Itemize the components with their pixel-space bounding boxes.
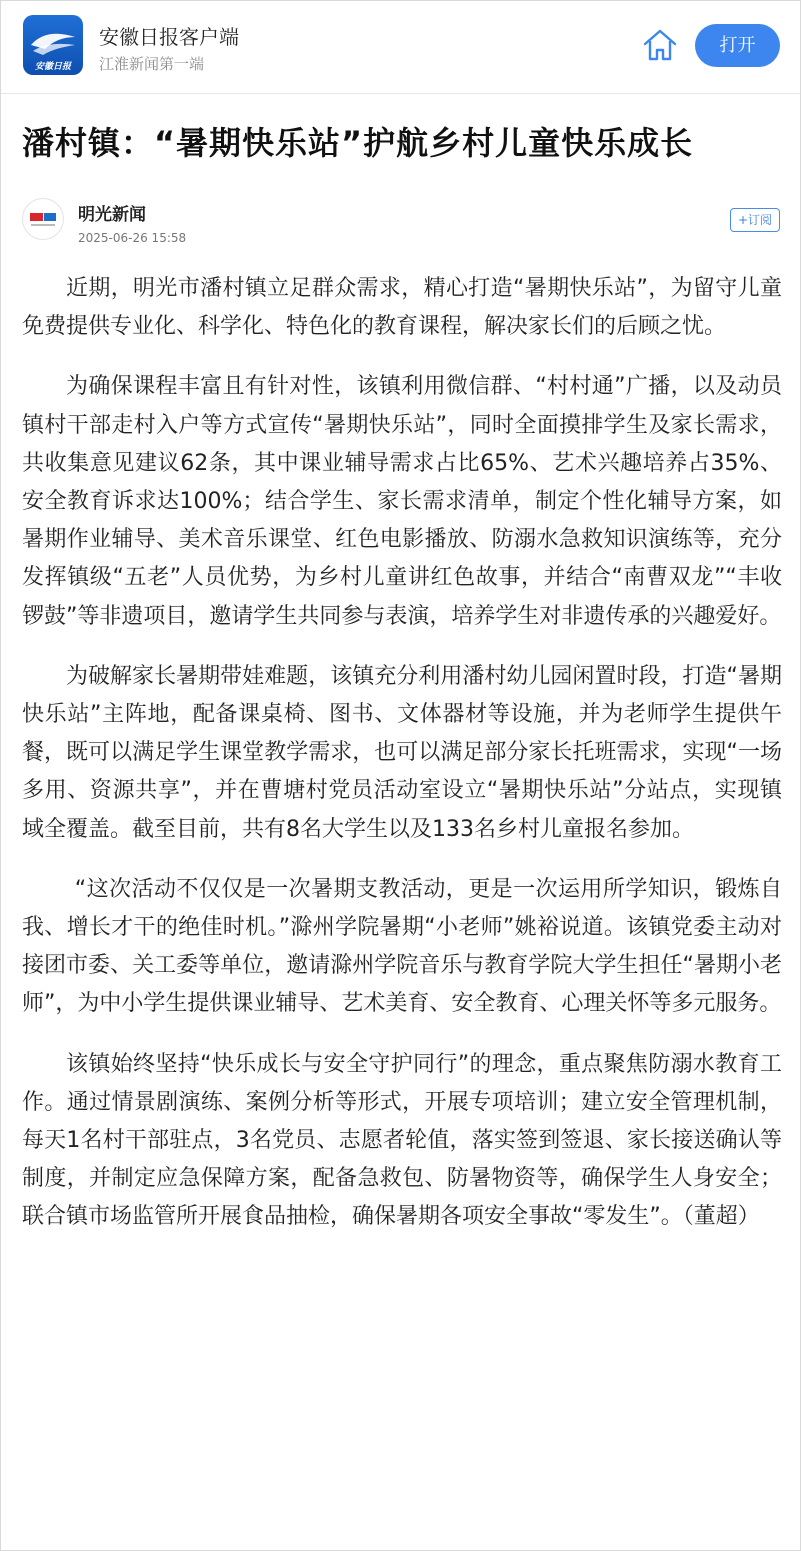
article-paragraph: 为确保课程丰富且有针对性，该镇利用微信群、“村村通”广播，以及动员镇村干部走村入户等方式宣传“暑期快乐站”，同时全面摸排学生及家长需求，共收集意见建议62条，其中课业辅导需求占比65%、艺术兴趣培养占35%、安全教育诉求达100%；结合学生、家长需求清单，制定个性化辅导方案，如暑期作业辅导、美术音乐课堂、红色电影播放、防溺水急救知识演练等，充分发挥镇级“五老”人员优势，为乡村儿童讲红色故事，并结合“南曹双龙”“丰收锣鼓”等非遗项目，邀请学生共同参与表演，培养学生对非遗传承的兴趣爱好。 [22,374,782,629]
app-name: 安徽日报客户端 [99,25,239,49]
author-name[interactable]: 明光新闻 [78,205,146,225]
home-icon[interactable] [641,27,679,63]
open-app-button[interactable]: 打开 [695,24,780,67]
subscribe-button[interactable]: +订阅 [730,208,780,232]
app-logo-text: 安徽日报 [34,62,71,72]
app-download-banner [1,1,800,94]
publish-time: 2025-06-26 15:58 [78,231,187,245]
avatar-logo-icon [23,199,63,239]
article-body [22,270,782,1259]
article-paragraph: 近期，明光市潘村镇立足群众需求，精心打造“暑期快乐站”，为留守儿童免费提供专业化、科学化、特色化的教育课程，解决家长们的后顾之忧。 [22,276,782,340]
app-logo[interactable] [23,15,83,75]
article-title: 潘村镇：“暑期快乐站”护航乡村儿童快乐成长 [22,124,694,162]
article-paragraph: “这次活动不仅仅是一次暑期支教活动，更是一次运用所学知识，锻炼自我、增长才干的绝佳时机。”滁州学院暑期“小老师”姚裕说道。该镇党委主动对接团市委、关工委等单位，邀请滁州学院音乐与教育学院大学生担任“暑期小老师”，为中小学生提供课业辅导、艺术美育、安全教育、心理关怀等多元服务。 [22,876,782,1017]
article-paragraph: 为破解家长暑期带娃难题，该镇充分利用潘村幼儿园闲置时段，打造“暑期快乐站”主阵地，配备课桌椅、图书、文体器材等设施，并为老师学生提供午餐，既可以满足学生课堂教学需求，也可以满足部分家长托班需求，实现“一场多用、资源共享”，并在曹塘村党员活动室设立“暑期快乐站”分站点，实现镇域全覆盖。截至目前，共有8名大学生以及133名乡村儿童报名参加。 [22,663,782,842]
author-avatar[interactable] [22,198,64,240]
app-slogan: 江淮新闻第一端 [99,55,205,73]
article-paragraph: 该镇始终坚持“快乐成长与安全守护同行”的理念，重点聚焦防溺水教育工作。通过情景剧演练、案例分析等形式，开展专项培训；建立安全管理机制，每天1名村干部驻点，3名党员、志愿者轮值，落实签到签退、家长接送确认等制度，并制定应急保障方案，配备急救包、防暑物资等，确保学生人身安全；联合镇市场监管所开展食品抽检，确保暑期各项安全事故“零发生”。（董超） [22,1051,782,1230]
